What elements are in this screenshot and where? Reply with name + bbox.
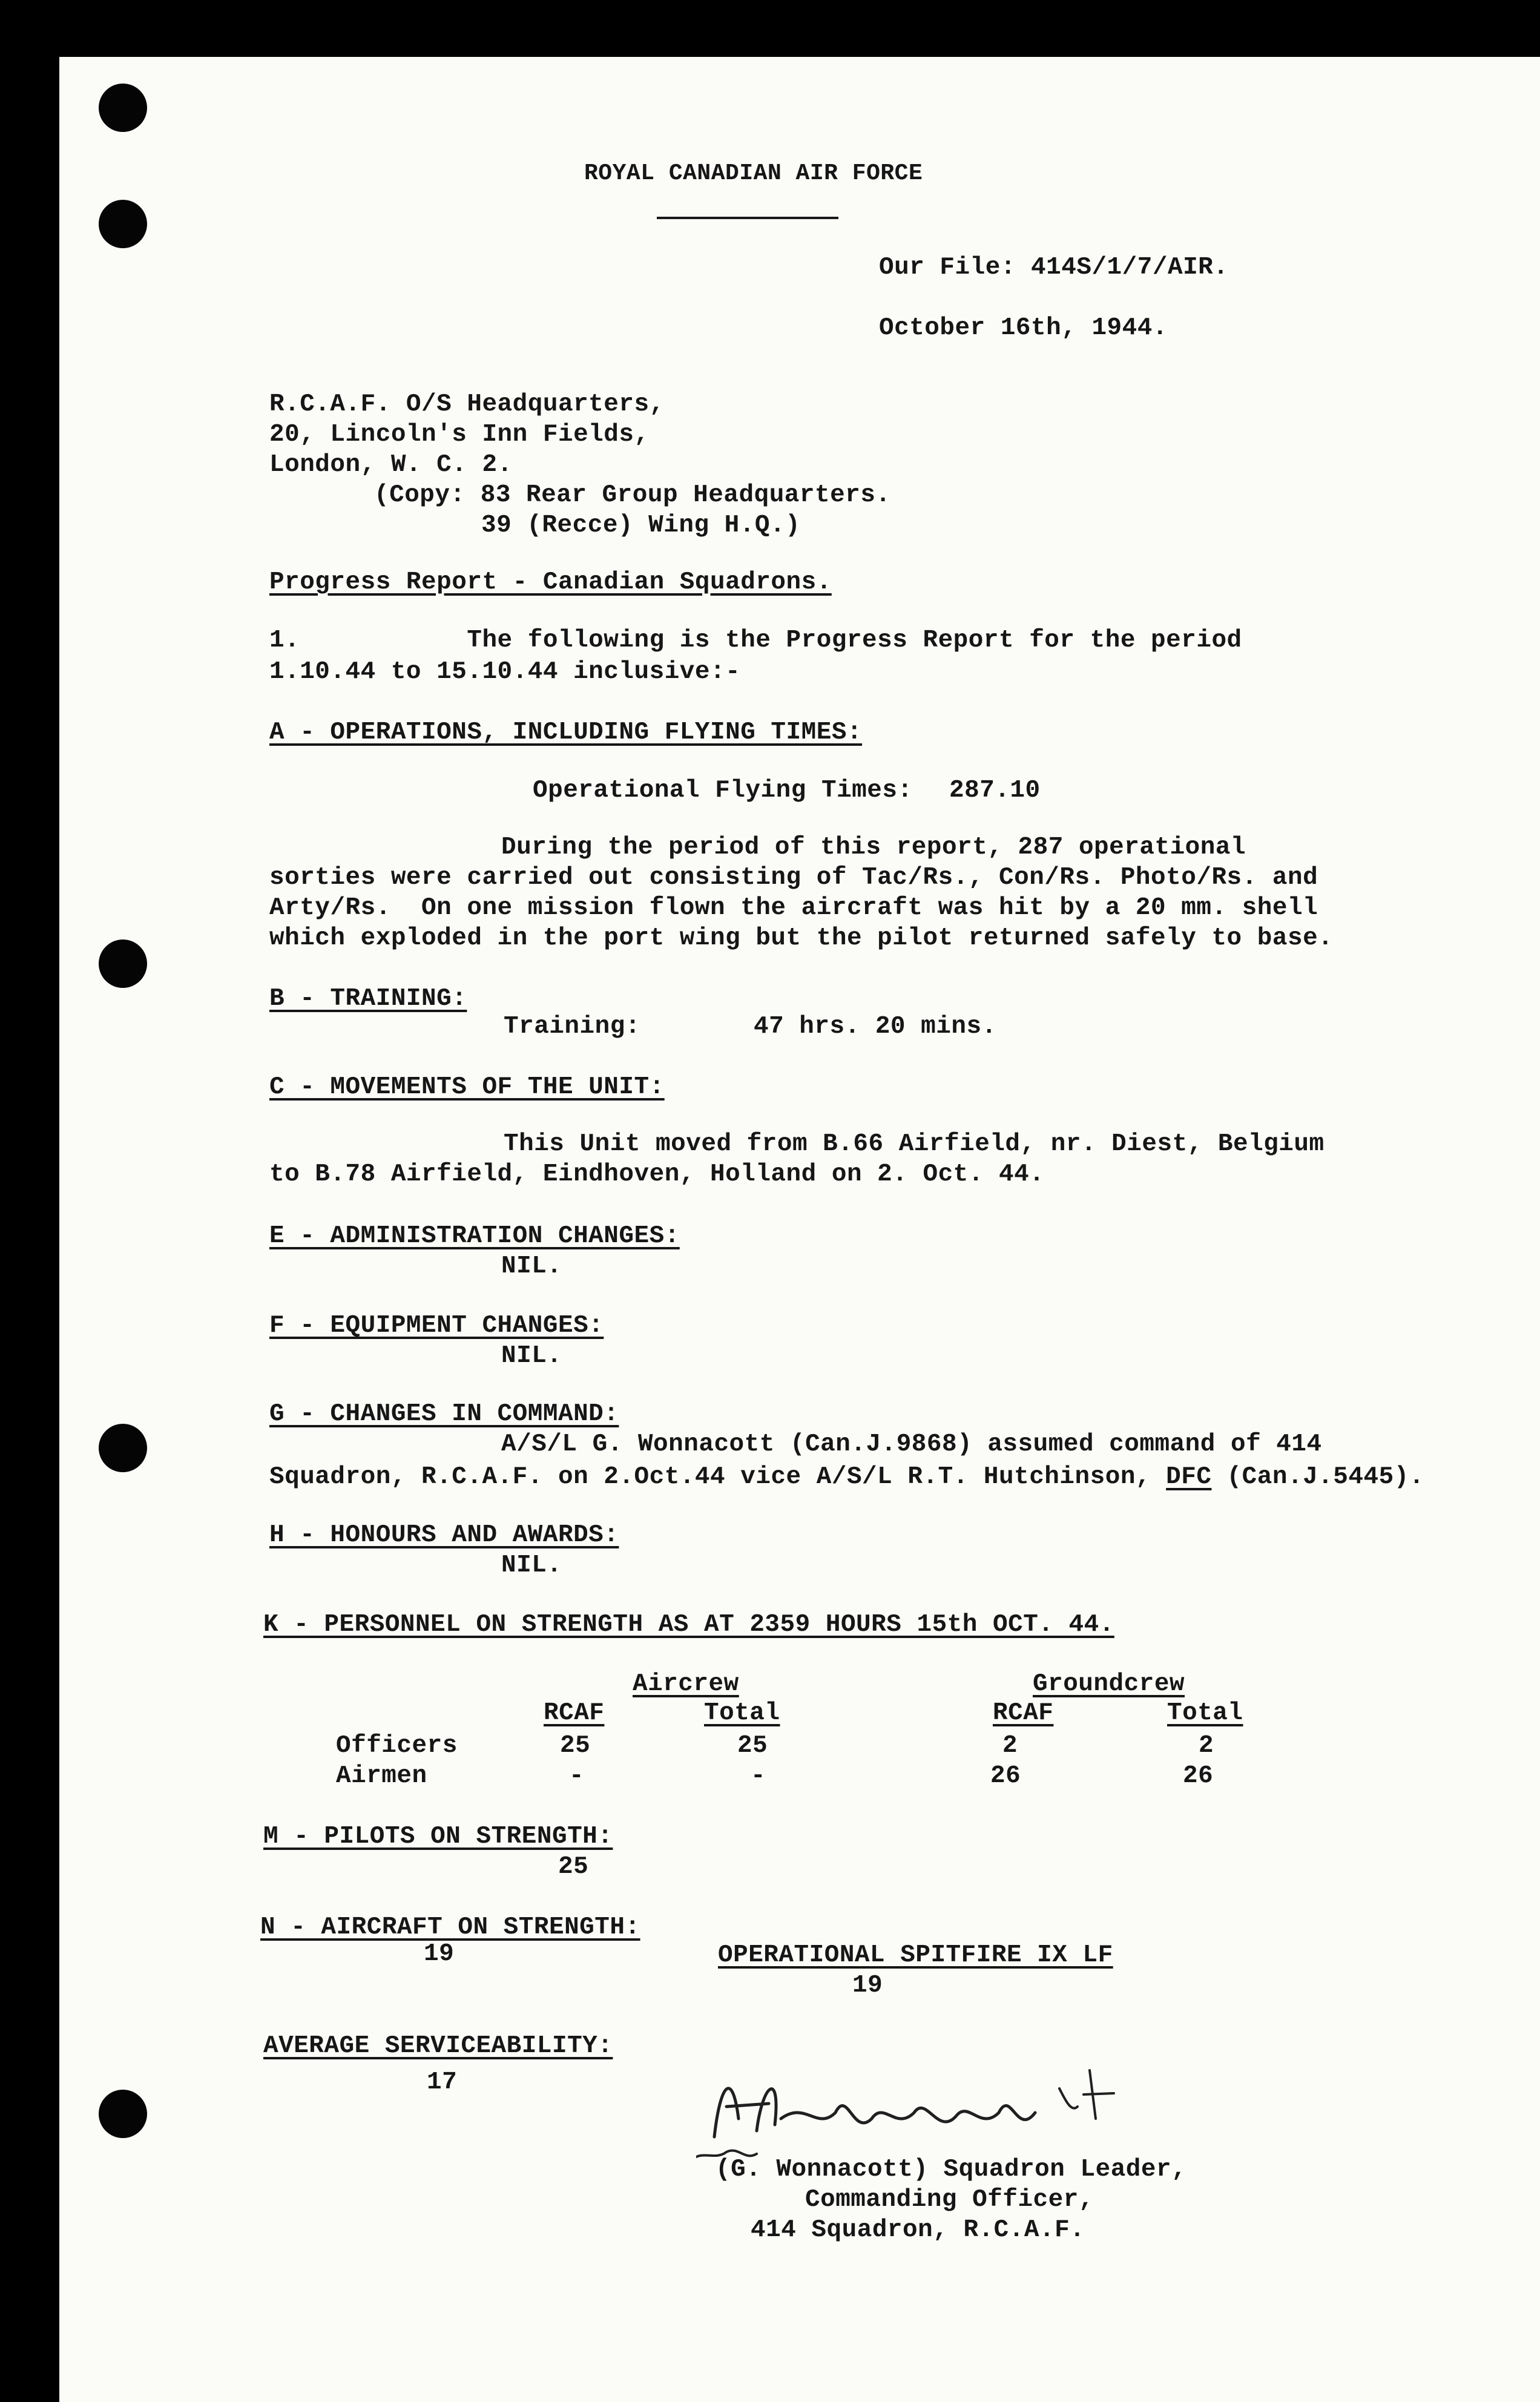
section-value: 25	[558, 1853, 589, 1881]
punch-hole	[99, 1424, 147, 1472]
table-cell: 2	[1002, 1732, 1018, 1760]
paragraph-line: A/S/L G. Wonnacott (Can.J.9868) assumed command of 414	[501, 1430, 1322, 1458]
table-column-header: Total	[1167, 1699, 1243, 1727]
training-label: Training:	[504, 1013, 640, 1041]
section-value: 19	[424, 1940, 455, 1968]
section-heading: M - PILOTS ON STRENGTH:	[263, 1823, 613, 1851]
section-heading: AVERAGE SERVICEABILITY:	[263, 2032, 613, 2060]
signatory-name: (G. Wonnacott) Squadron Leader,	[716, 2156, 1187, 2183]
table-cell: 25	[737, 1732, 768, 1760]
section-value: NIL.	[501, 1252, 562, 1280]
section-value: NIL.	[501, 1551, 562, 1579]
paragraph-line: which exploded in the port wing but the pilot returned safely to base.	[269, 924, 1334, 952]
section-heading: A - OPERATIONS, INCLUDING FLYING TIMES:	[269, 719, 863, 746]
table-row-label: Officers	[336, 1732, 458, 1760]
section-value: 17	[427, 2068, 458, 2096]
document-title: ROYAL CANADIAN AIR FORCE	[584, 160, 923, 186]
dfc-abbreviation: DFC	[1166, 1463, 1212, 1491]
section-heading: N - AIRCRAFT ON STRENGTH:	[260, 1913, 640, 1941]
document-date: October 16th, 1944.	[879, 314, 1168, 342]
signatory-unit: 414 Squadron, R.C.A.F.	[751, 2216, 1085, 2244]
aircraft-type-value: 19	[852, 1972, 883, 1999]
table-cell: 2	[1199, 1732, 1214, 1760]
paragraph-line: Arty/Rs. On one mission flown the aircraft was hit by a 20 mm. shell	[269, 894, 1318, 922]
intro-paragraph-line: 1. The following is the Progress Report for the period	[269, 627, 1242, 654]
section-heading: H - HONOURS AND AWARDS:	[269, 1521, 619, 1549]
section-value: NIL.	[501, 1342, 562, 1370]
address-line: R.C.A.F. O/S Headquarters,	[269, 390, 665, 418]
aircraft-type-label: OPERATIONAL SPITFIRE IX LF	[718, 1941, 1113, 1969]
flying-times-label: Operational Flying Times:	[533, 777, 913, 805]
intro-paragraph-line: 1.10.44 to 15.10.44 inclusive:-	[269, 658, 741, 686]
paragraph-line: Squadron, R.C.A.F. on 2.Oct.44 vice A/S/L R.T. Hutchinson, DFC (Can.J.5445).	[269, 1463, 1424, 1491]
table-column-header: RCAF	[993, 1699, 1054, 1727]
paragraph-line: to B.78 Airfield, Eindhoven, Holland on 2. Oct. 44.	[269, 1160, 1045, 1188]
table-row-label: Airmen	[336, 1762, 427, 1790]
file-reference: Our File: 414S/1/7/AIR.	[879, 254, 1229, 281]
table-cell: 26	[990, 1762, 1021, 1790]
paragraph-line: This Unit moved from B.66 Airfield, nr. Diest, Belgium	[504, 1130, 1324, 1158]
handwritten-signature	[696, 2046, 1180, 2167]
paragraph-line: During the period of this report, 287 operational	[501, 834, 1246, 861]
subject-line: Progress Report - Canadian Squadrons.	[269, 568, 832, 596]
table-group-header-aircrew: Aircrew	[633, 1670, 739, 1698]
table-cell: 26	[1183, 1762, 1214, 1790]
punch-hole	[99, 2090, 147, 2138]
signatory-title: Commanding Officer,	[805, 2186, 1094, 2214]
address-line: London, W. C. 2.	[269, 451, 513, 479]
table-group-header-groundcrew: Groundcrew	[1033, 1670, 1185, 1698]
table-cell: 25	[560, 1732, 591, 1760]
section-heading: F - EQUIPMENT CHANGES:	[269, 1312, 604, 1340]
table-cell: -	[569, 1762, 585, 1790]
copy-line: 39 (Recce) Wing H.Q.)	[481, 512, 801, 539]
punch-hole	[99, 939, 147, 988]
section-heading: G - CHANGES IN COMMAND:	[269, 1400, 619, 1428]
section-heading: C - MOVEMENTS OF THE UNIT:	[269, 1073, 665, 1101]
copy-line: (Copy: 83 Rear Group Headquarters.	[374, 481, 891, 509]
table-column-header: Total	[704, 1699, 780, 1727]
section-heading: B - TRAINING:	[269, 985, 467, 1013]
section-heading: E - ADMINISTRATION CHANGES:	[269, 1222, 680, 1250]
section-heading: K - PERSONNEL ON STRENGTH AS AT 2359 HOURS 15th OCT. 44.	[263, 1611, 1114, 1639]
flying-times-value: 287.10	[949, 777, 1041, 805]
training-value: 47 hrs. 20 mins.	[754, 1013, 997, 1041]
table-cell: -	[751, 1762, 766, 1790]
punch-hole	[99, 200, 147, 248]
table-column-header: RCAF	[544, 1699, 605, 1727]
punch-hole	[99, 84, 147, 132]
title-rule	[657, 217, 838, 219]
address-line: 20, Lincoln's Inn Fields,	[269, 421, 650, 449]
paragraph-line: sorties were carried out consisting of Tac/Rs., Con/Rs. Photo/Rs. and	[269, 864, 1318, 892]
